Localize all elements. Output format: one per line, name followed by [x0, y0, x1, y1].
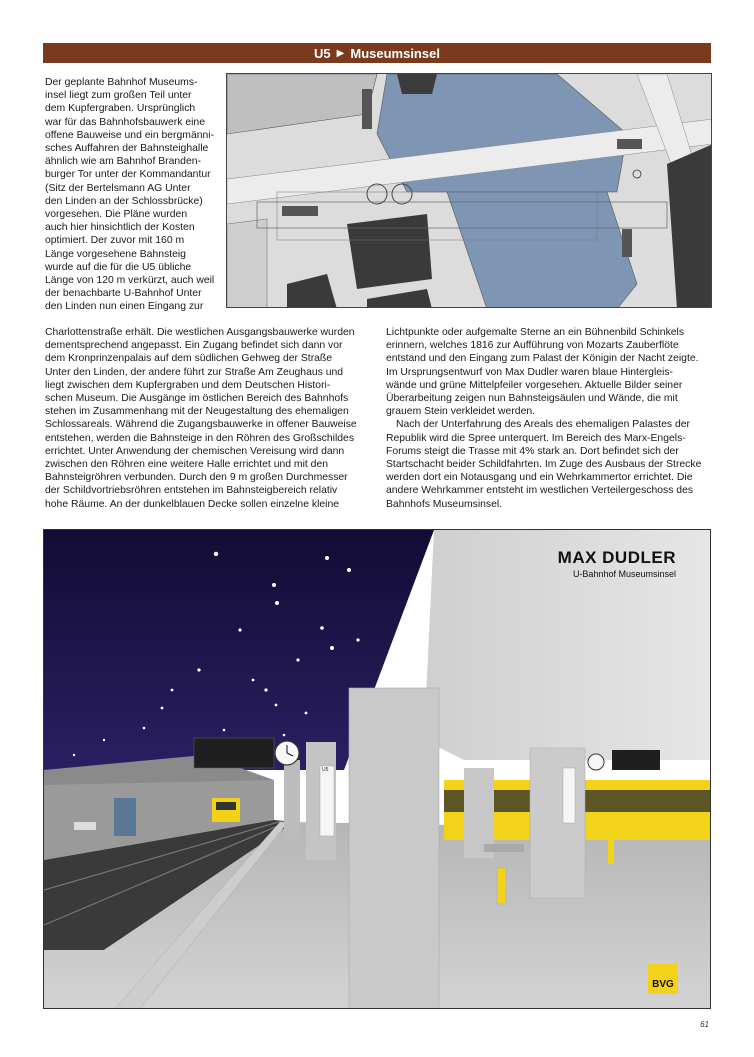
- article-paragraph-left: [45, 326, 370, 511]
- text-line: optimiert. Der zuvor mit 160 m: [45, 235, 185, 247]
- text-line: vorgesehen. Die Pläne wurden: [45, 209, 188, 221]
- text-line: erinnern, welches 1816 zur Aufführung von Mozarts Zauberflöte: [386, 340, 679, 352]
- page-number: 61: [700, 1020, 709, 1029]
- line-label: U5: [314, 45, 331, 61]
- text-line: Startschacht beider Schildfahrten. Im Zuge des Ausbaus der Strecke: [386, 459, 702, 471]
- text-line: dem Kupfergraben. Ursprünglich: [45, 103, 196, 115]
- station-label: Museumsinsel: [350, 45, 440, 61]
- bvg-logo: [648, 964, 678, 994]
- text-line: entstand und den Eingang zum Palast der Königin der Nacht zeigte.: [386, 353, 699, 365]
- text-line: insel liegt zum großen Teil unter: [45, 90, 192, 102]
- bvg-logo-text: BVG: [652, 979, 674, 990]
- text-line: Bahnhofs Museumsinsel.: [386, 498, 503, 510]
- text-line: der benachbarte U-Bahnhof Unter: [45, 288, 202, 300]
- text-line: Länge vorgesehene Bahnsteig: [45, 248, 186, 260]
- station-rendering-photo: [43, 529, 711, 1009]
- text-line: Überarbeitung zeigen nun Bahnsteigsäulen und Wände, die mit: [386, 393, 678, 405]
- text-line: sches Auffahren der Bahnsteighalle: [45, 143, 209, 155]
- text-line: Forums steigt die Trasse mit 4% stark an. Dort befindet sich der: [386, 445, 679, 457]
- text-line: errichtet. Unter Anwendung der chemischen Vereisung wird dann: [45, 445, 345, 457]
- text-line: Länge von 120 m verkürzt, auch weil: [45, 275, 215, 287]
- text-line: Schlossareals. Während die Zugangsbauwerke in offener Bauweise: [45, 419, 357, 431]
- article-column-right: [386, 326, 711, 511]
- text-line: Lichtpunkte oder aufgemalte Sterne an ein Bühnenbild Schinkels: [386, 327, 685, 338]
- text-line: der Schildvortriebsröhren entstehen im Bahnsteigbereich relativ: [45, 485, 338, 497]
- text-line: burger Tor unter der Kommandantur: [45, 169, 211, 181]
- text-line: Nach der Unterfahrung des Areals des ehemaligen Palastes der: [396, 419, 690, 431]
- intro-text: [45, 76, 225, 314]
- text-line: den Linden an der Schlossbrücke): [45, 195, 203, 207]
- section-header-bar: [43, 43, 711, 63]
- site-plan-drawing: [227, 74, 712, 308]
- text-line: andere Wehrkammer entsteht im westlichen Verteilergeschoss des: [386, 485, 694, 497]
- text-line: den Linden nun einen Eingang zur: [45, 301, 204, 313]
- article-column-left: [45, 326, 370, 511]
- text-line: wurde auf die für die U5 übliche: [45, 261, 192, 273]
- text-line: entstehen, werden die Bahnsteige in den Röhren des Großschildes: [45, 432, 355, 444]
- site-plan-map: [226, 73, 712, 308]
- station-caption: U-Bahnhof Museumsinsel: [572, 569, 676, 579]
- architect-name: MAX DUDLER: [557, 548, 676, 567]
- text-line: Charlottenstraße erhält. Die westlichen Ausgangsbauwerke wurden: [45, 327, 355, 338]
- text-line: Der geplante Bahnhof Museums-: [45, 77, 198, 88]
- photo-caption: [558, 548, 676, 579]
- text-line: (Sitz der Bertelsmann AG Unter: [45, 182, 191, 194]
- text-line: liegt zwischen dem Kupfergraben und dem Deutschen Histori-: [45, 379, 331, 391]
- article-paragraph-right-2: [386, 418, 711, 510]
- text-line: ähnlich wie am Bahnhof Branden-: [45, 156, 201, 168]
- text-line: Republik wird die Spree unterquert. Im Bereich des Marx-Engels-: [386, 432, 686, 444]
- text-line: dem Kronprinzenpalais auf dem südlichen Gehweg der Straße: [45, 353, 333, 365]
- text-line: wände und grüne Mittelpfeiler vorgesehen. Aktuelle Bilder seiner: [386, 379, 683, 391]
- text-line: Im Ursprungsentwurf von Max Dudler waren blaue Hintergleis-: [386, 366, 674, 378]
- play-arrow-icon: ▶: [336, 47, 345, 59]
- platform-line-sign: U5: [322, 767, 329, 773]
- text-line: war für das Bahnhofsbauwerk eine: [45, 116, 205, 128]
- station-rendering: [44, 530, 711, 1009]
- text-line: stehen im Zusammenhang mit der Neugestaltung des ehemaligen: [45, 406, 349, 418]
- text-line: Bahnsteigröhren verbunden. Durch den 9 m großen Durchmesser: [45, 472, 348, 484]
- text-line: zwischen den Röhren eine weitere Halle errichtet und mit den: [45, 459, 329, 471]
- text-line: hohe Räume. An der dunkelblauen Decke sollen einzelne kleine: [45, 498, 340, 510]
- text-line: auch hier hinsichtlich der Kosten: [45, 222, 195, 234]
- text-line: grauem Stein verkleidet werden.: [386, 406, 536, 418]
- intro-paragraph: [45, 76, 225, 314]
- article-paragraph-right-1: [386, 326, 711, 418]
- text-line: werden dort ein Notausgang und ein Wehrkammertor errichtet. Die: [386, 472, 693, 484]
- text-line: Unter den Linden, der andere führt zur Straße Am Zeughaus und: [45, 366, 344, 378]
- text-line: dementsprechend angepasst. Ein Zugang befindet sich dann vor: [45, 340, 343, 352]
- text-line: schen Museum. Die Ausgänge im östlichen Bereich des Bahnhofs: [45, 393, 349, 405]
- text-line: offene Bauweise und ein bergmänni-: [45, 129, 215, 141]
